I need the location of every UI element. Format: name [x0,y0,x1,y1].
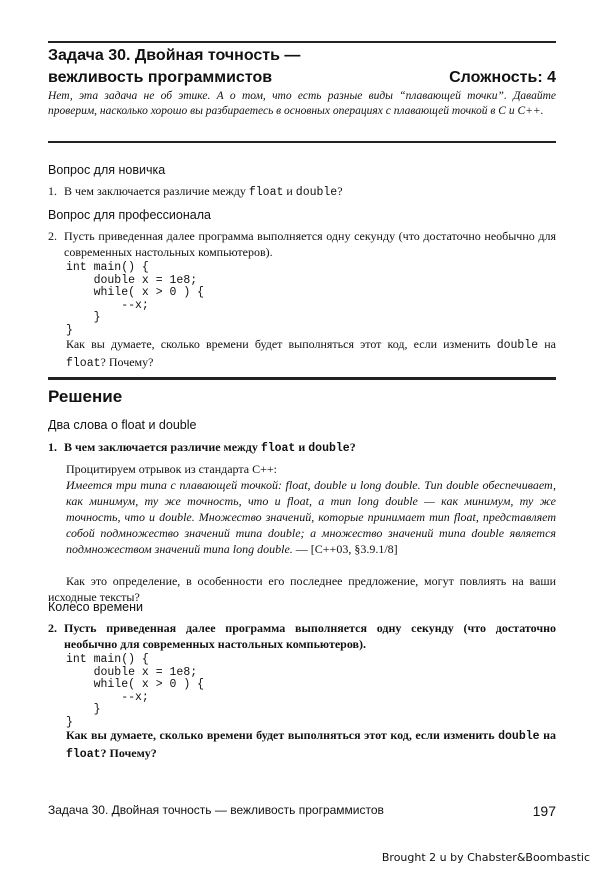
q2-number: 2. [48,229,57,243]
running-title: Задача 30. Двойная точность — вежливость программистов [48,803,384,817]
text: на [539,728,556,742]
q1-code-double: double [295,186,338,199]
credit-watermark: Brought 2 u by Chabster&Boombastic [381,851,590,864]
q1-text: и [283,184,296,198]
solution-sub2: Колесо времени [48,600,143,614]
s2-text: Пусть приведенная далее программа выполняется одну секунду (что достаточно необычно для современных настольных компьютеров). [64,621,556,651]
novice-heading: Вопрос для новичка [48,163,166,177]
code-double: double [498,730,540,743]
title-line-1: Задача 30. Двойная точность — [48,47,301,64]
cite-intro: Процитируем отрывок из стандарта C++: [66,462,277,476]
pro-heading: Вопрос для профессионала [48,208,211,222]
title-line-2: вежливость программистов [48,69,273,86]
s2-number: 2. [48,621,57,635]
question-2 [48,228,556,260]
q2-text: Пусть приведенная далее программа выполняется одну секунду (что достаточно необычно для современных настольных компьютеров). [64,229,556,259]
text: Как вы думаете, сколько времени будет выполняться этот код, если изменить [66,337,497,351]
solution-rule [48,377,556,380]
code-float: float [66,748,101,761]
text: на [538,337,556,351]
q1-text: В чем заключается различие между [64,184,249,198]
code-block: int main() { double x = 1e8; while( x > 0 ) { --x; } } [66,261,205,337]
text: ? Почему? [100,746,157,760]
quote-reference: — [C++03, §3.9.1/8] [292,542,398,556]
page-footer [48,803,556,819]
q1-code-float: float [248,186,284,199]
question-1 [48,183,556,201]
q2-follow-up [48,336,556,372]
problem-title [48,45,556,89]
solution-question-2 [48,620,556,652]
q1-number: 1. [48,184,57,198]
code-float: float [260,442,296,455]
text: Как вы думаете, сколько времени будет выполняться этот код, если изменить [66,728,499,742]
intro-text: Нет, эта задача не об этике. А о том, что есть разные виды “плавающей точки”. Давайте проверим, насколько хорошо вы разбираетесь в основных операциях с плавающей точкой в C и C++. [48,90,556,117]
q1-text: ? [337,184,343,198]
solution-sub1: Два слова о float и double [48,418,197,432]
code-double: double [496,339,539,352]
intro-rule [48,141,556,143]
cite-question: Как это определение, в особенности его последнее предложение, могут повлиять на ваши исходные тексты? [48,574,556,604]
code-float: float [66,357,101,370]
top-rule [48,41,556,43]
text: В чем заключается различие между [64,440,261,454]
solution-code-block: int main() { double x = 1e8; while( x > 0 ) { --x; } } [66,653,205,729]
code-double: double [308,442,350,455]
s2-follow-up [48,727,556,763]
text: и [295,440,309,454]
quote-text: Имеется три типа с плавающей точкой: float, double и long double. Тип double обеспечивает, как минимум, ту же точность, что и float, а тип long double — как минимум, ту же точность, что и double. Множество значений, которые принимает тип float, представляет собой подмножество значений типа double; а множество значений типа double является подмножеством значений типа long double. [66,478,556,556]
standard-quote [48,477,556,557]
page-number: 197 [532,803,556,819]
s1-number: 1. [48,440,57,454]
solution-heading: Решение [48,387,123,406]
solution-question-1 [48,439,556,457]
difficulty-label: Сложность: 4 [449,69,556,86]
text: ? Почему? [100,355,154,369]
text: ? [349,440,356,454]
